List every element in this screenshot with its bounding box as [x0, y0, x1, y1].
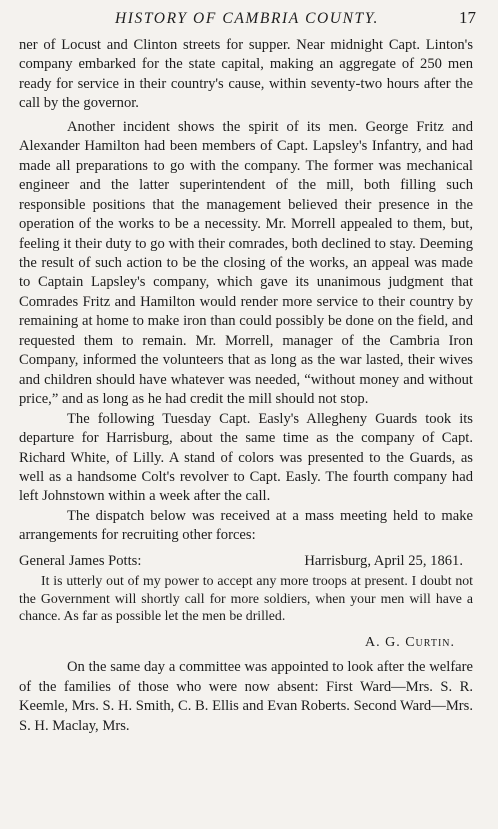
running-title: HISTORY OF CAMBRIA COUNTY.	[114, 10, 380, 27]
paragraph-committee: On the same day a committee was appointed to look after the welfare of the families of those who were now absent: First Ward—Mrs. S. R. Keemle, Mrs. S. H. Smith, C. B. Ellis and Evan Roberts. Second Ward—Mrs. S. H. Maclay, Mrs.	[19, 659, 473, 734]
letter-dateline: Harrisburg, April 25, 1861.	[304, 552, 463, 569]
paragraph-fritz-hamilton: Another incident shows the spirit of its men. George Fritz and Alexander Hamilton had been members of Capt. Lapsley's Infantry, and had made all preparations to go with the company. The former was mechanical engineer and the latter superintendent of the mill, both filling such responsible positions that the management believed their presence in the operation of the works to be a necessity. Mr. Morrell appealed to them, but, feeling it their duty to go with their comrades, both declined to stay. Deeming the result of such action to be the closing of the works, an appeal was made to Captain Lapsley's company, which gave its unanimous judgment that Comrades Fritz and Hamilton would render more service to their country by remaining at home to make iron than could possibly be done on the field, and requested them to remain. Mr. Morrell, manager of the Cambria Iron Company, informed the volunteers that as long as the war lasted, their wives and children should have whatever was needed, “without money and without price,” and as long as he had credit the mill should not stop.	[19, 118, 473, 408]
page-header	[18, 8, 476, 34]
paragraph-continued: ner of Locust and Clinton streets for supper. Near midnight Capt. Linton's company embarked for the state capital, making an aggregate of 250 men ready for service in their country's cause, within seventy-two hours after the call by the governor.	[19, 37, 473, 112]
letter-text: It is utterly out of my power to accept any more troops at present. I doubt not the Government will shortly call for more soldiers, when your men will have a chance. As far as possible let the men be drilled.	[19, 573, 473, 624]
letter-heading	[19, 552, 473, 571]
page-body	[19, 36, 473, 736]
letter-block	[19, 572, 473, 625]
letter-signature: A. G. Curtin.	[364, 635, 455, 651]
paragraph-dispatch-intro: The dispatch below was received at a mass meeting held to make arrangements for recruiting other forces:	[19, 507, 473, 544]
letter-salutation: General James Potts:	[19, 552, 142, 569]
paragraph-allegheny-guards: The following Tuesday Capt. Easly's Allegheny Guards took its departure for Harrisburg, about the same time as the company of Capt. Richard White, of Lilly. A stand of colors was presented to the Guards, as well as a handsome Colt's revolver to Capt. Easly. The fourth company had left Johnstown within a week after the call.	[19, 410, 473, 505]
page-number: 17	[459, 8, 476, 27]
